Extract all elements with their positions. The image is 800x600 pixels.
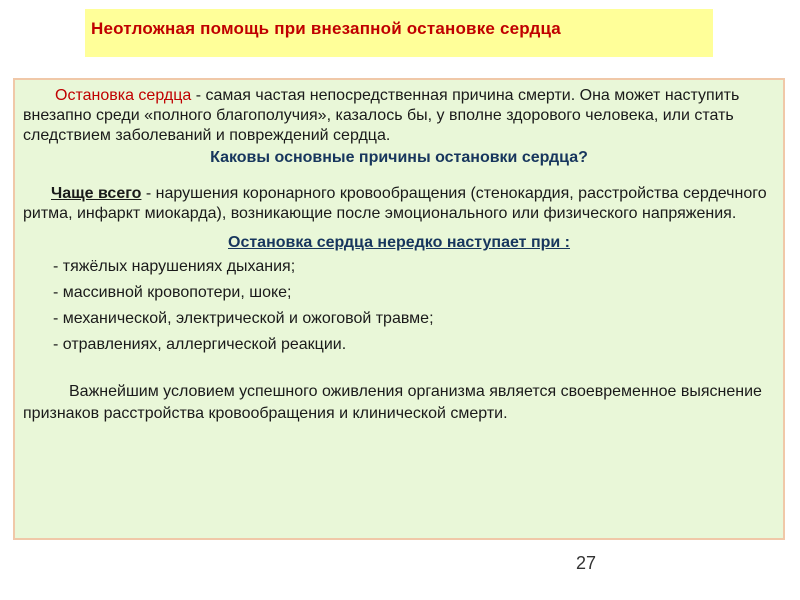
- intro-term: Остановка сердца: [55, 87, 192, 104]
- intro-paragraph: [23, 86, 775, 146]
- list-item: - механической, электрической и ожоговой травме;: [53, 310, 434, 327]
- often-term: Чаще всего: [51, 185, 142, 202]
- list-item: - массивной кровопотери, шоке;: [53, 284, 292, 301]
- content-panel: [13, 78, 785, 540]
- often-paragraph: [23, 184, 775, 224]
- conditions-list: [23, 257, 775, 355]
- slide-title: Неотложная помощь при внезапной остановке сердца: [91, 19, 561, 38]
- final-paragraph: Важнейшим условием успешного оживления организма является своевременное выяснение признаков расстройства кровообращения и клинической смерти.: [23, 383, 762, 422]
- often-text: - нарушения коронарного кровообращения (стенокардия, расстройства сердечного ритма, инфаркт миокарда), возникающие после эмоционального или физического напряжения.: [23, 185, 767, 222]
- list-item: - тяжёлых нарушениях дыхания;: [53, 258, 296, 275]
- causes-question-heading: Каковы основные причины остановки сердца?: [210, 149, 588, 166]
- conditions-heading: Остановка сердца нередко наступает при :: [228, 234, 570, 251]
- page-number: 27: [576, 553, 597, 573]
- list-item: - отравлениях, аллергической реакции.: [53, 336, 347, 353]
- title-banner: [85, 9, 713, 57]
- intro-text: - самая частая непосредственная причина смерти. Она может наступить внезапно среди «полного благополучия», казалось бы, у вполне здорового человека, или стать следствием заболеваний и повреждений сердца.: [23, 87, 740, 144]
